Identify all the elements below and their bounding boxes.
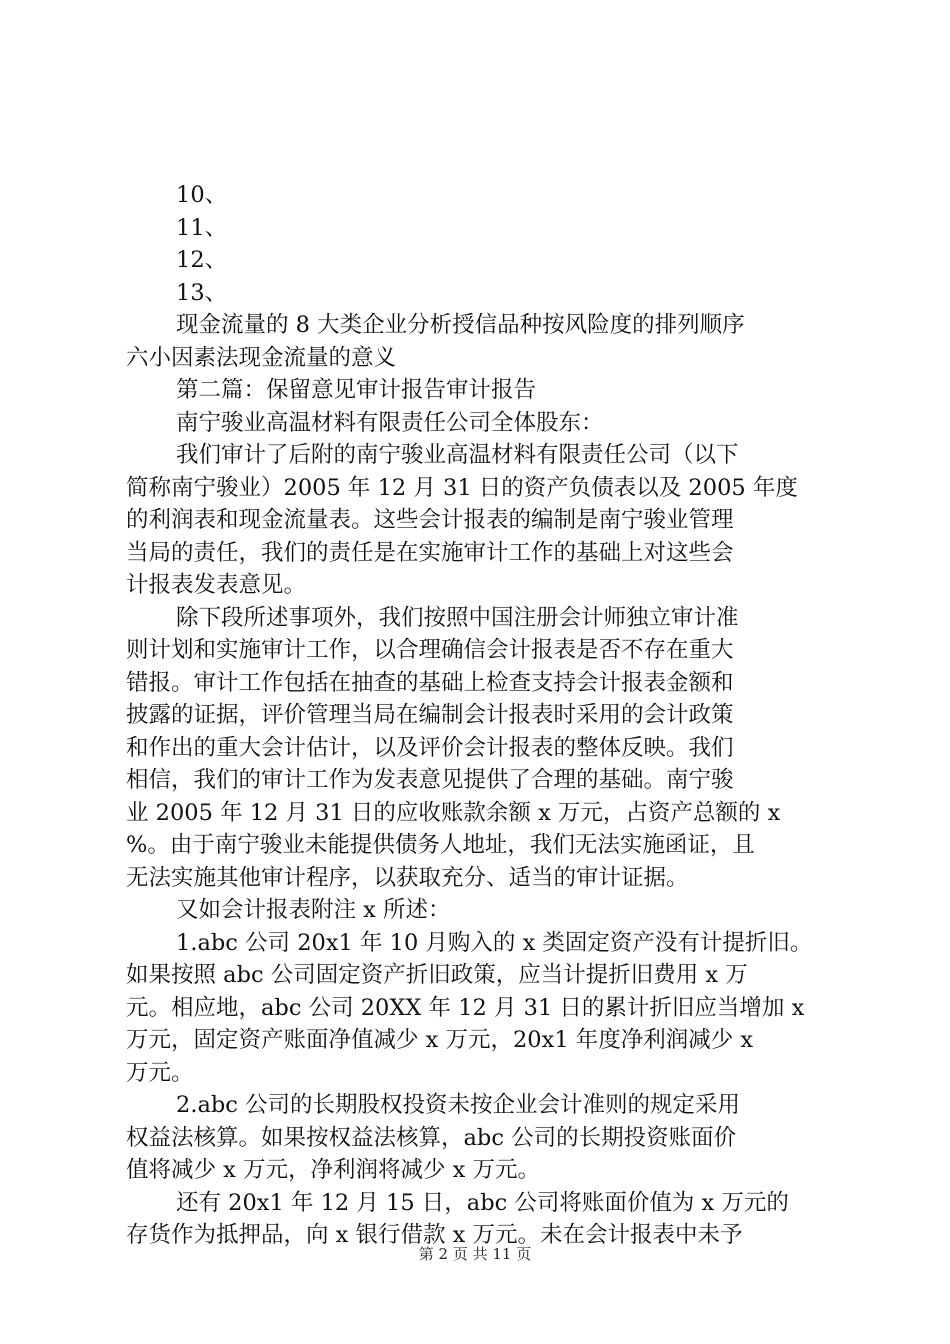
- text-line: 当局的责任，我们的责任是在实施审计工作的基础上对这些会: [126, 539, 734, 566]
- text-line: 万元，固定资产账面净值减少 x 万元，20x1 年度净利润减少 x: [126, 1027, 754, 1053]
- text-line: 南宁骏业高温材料有限责任公司全体股东：: [176, 409, 604, 436]
- text-line: 无法实施其他审计程序，以获取充分、适当的审计证据。: [126, 864, 689, 891]
- text-line: 存货作为抵押品，向 x 银行借款 x 万元。未在会计报表中未予: [126, 1222, 743, 1248]
- text-line: 简称南宁骏业）2005 年 12 月 31 日的资产负债表以及 2005 年度: [126, 474, 798, 501]
- text-line: 值将减少 x 万元，净利润将减少 x 万元。: [126, 1157, 540, 1183]
- text-line: %。由于南宁骏业未能提供债务人地址，我们无法实施函证，且: [126, 832, 755, 858]
- text-line: 的利润表和现金流量表。这些会计报表的编制是南宁骏业管理: [126, 507, 734, 533]
- text-line: 权益法核算。如果按权益法核算，abc 公司的长期投资账面价: [126, 1124, 737, 1151]
- document-body: [126, 179, 842, 1252]
- text-line: 业 2005 年 12 月 31 日的应收账款余额 x 万元，占资产总额的 x: [126, 799, 781, 826]
- text-line: 11、: [176, 214, 228, 241]
- text-line: 错报。审计工作包括在抽查的基础上检查支持会计报表金额和: [126, 669, 734, 696]
- text-line: 披露的证据，评价管理当局在编制会计报表时采用的会计政策: [126, 702, 734, 728]
- text-line: 我们审计了后附的南宁骏业高温材料有限责任公司（以下: [176, 442, 739, 468]
- text-line: 第二篇：保留意见审计报告审计报告: [176, 377, 537, 403]
- page-footer: 第 2 页 共 11 页: [418, 1245, 532, 1263]
- text-line: 除下段所述事项外，我们按照中国注册会计师独立审计准: [176, 604, 739, 631]
- text-line: 六小因素法现金流量的意义: [126, 344, 397, 371]
- text-line: 10、: [176, 182, 228, 208]
- text-line: 现金流量的 8 大类企业分析授信品种按风险度的排列顺序: [176, 312, 745, 338]
- text-line: 2.abc 公司的长期股权投资未按企业会计准则的规定采用: [176, 1092, 741, 1118]
- text-line: 如果按照 abc 公司固定资产折旧政策，应当计提折旧费用 x 万: [126, 962, 748, 988]
- text-line: 计报表发表意见。: [126, 572, 307, 598]
- text-line: 则计划和实施审计工作，以合理确信会计报表是否不存在重大: [126, 637, 734, 663]
- text-line: 12、: [176, 247, 228, 273]
- text-line: 和作出的重大会计估计，以及评价会计报表的整体反映。我们: [126, 734, 734, 761]
- text-line: 相信，我们的审计工作为发表意见提供了合理的基础。南宁骏: [126, 767, 734, 793]
- text-line: 万元。: [126, 1059, 194, 1086]
- text-line: 又如会计报表附注 x 所述：: [176, 897, 451, 923]
- text-line: 1.abc 公司 20x1 年 10 月购入的 x 类固定资产没有计提折旧。: [176, 929, 813, 956]
- text-line: 还有 20x1 年 12 月 15 日，abc 公司将账面价值为 x 万元的: [176, 1189, 789, 1216]
- text-line: 13、: [176, 279, 228, 306]
- text-line: 元。相应地，abc 公司 20XX 年 12 月 31 日的累计折旧应当增加 x: [126, 994, 805, 1021]
